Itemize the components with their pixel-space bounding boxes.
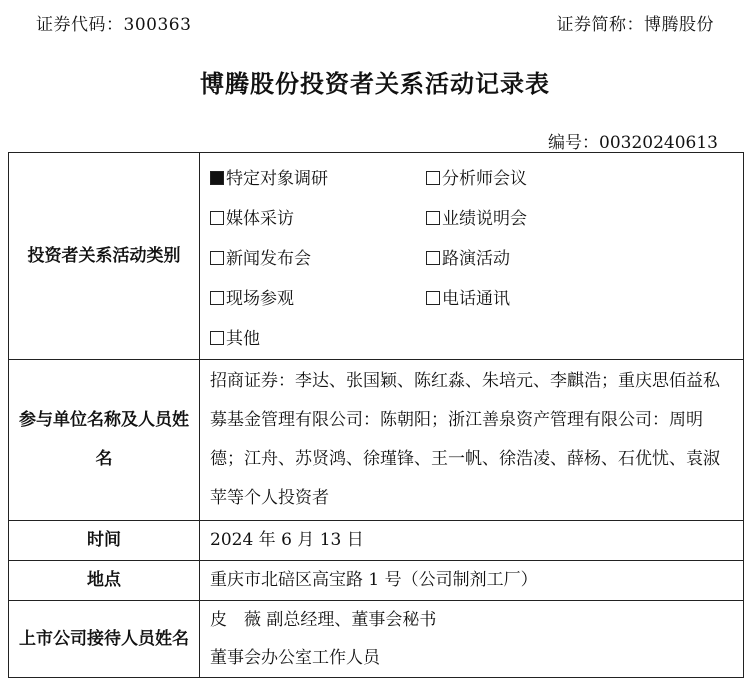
participants-row <box>9 360 744 521</box>
participants-value: 招商证券：李达、张国颖、陈红淼、朱培元、李麒浩；重庆思佰益私募基金管理有限公司：陈朝阳；浙江善泉资产管理有限公司：周明德；江舟、苏贤鸿、徐瑾锋、王一帆、徐浩凌、薛杨、石优忧、袁淑苹等个人投资者 <box>200 360 744 521</box>
stock-short-name: 证券简称：博腾股份 <box>556 15 714 35</box>
activity-option-label: 业绩说明会 <box>442 209 527 229</box>
activity-type-row <box>9 153 744 360</box>
time-row <box>9 521 744 561</box>
activity-option-label: 路演活动 <box>442 249 510 269</box>
checkbox-unchecked-icon[interactable] <box>210 211 224 225</box>
participants-label: 参与单位名称及人员姓名 <box>9 360 200 521</box>
checkbox-unchecked-icon[interactable] <box>426 251 440 265</box>
document-number: 编号：00320240613 <box>548 133 718 153</box>
activity-type-label: 投资者关系活动类别 <box>9 153 200 360</box>
activity-option[interactable] <box>426 159 642 199</box>
activity-option-label: 现场参观 <box>226 289 294 309</box>
activity-type-options <box>200 153 744 360</box>
activity-option[interactable] <box>210 159 426 199</box>
hosts-value <box>200 601 744 678</box>
checkbox-grid <box>210 153 733 359</box>
activity-option[interactable] <box>426 239 642 279</box>
checkbox-unchecked-icon[interactable] <box>210 251 224 265</box>
checkbox-unchecked-icon[interactable] <box>426 291 440 305</box>
hosts-label: 上市公司接待人员姓名 <box>9 601 200 678</box>
host-line: 皮 薇 副总经理、董事会秘书 <box>210 610 437 630</box>
activity-option[interactable] <box>210 199 426 239</box>
checkbox-checked-icon[interactable] <box>210 171 224 185</box>
checkbox-unchecked-icon[interactable] <box>210 291 224 305</box>
activity-option[interactable] <box>210 319 426 359</box>
activity-option[interactable] <box>210 279 426 319</box>
host-line: 董事会办公室工作人员 <box>210 648 380 668</box>
time-label: 时间 <box>9 521 200 561</box>
activity-option-label: 媒体采访 <box>226 209 294 229</box>
time-value: 2024 年 6 月 13 日 <box>200 521 744 561</box>
page-title: 博腾股份投资者关系活动记录表 <box>200 69 550 98</box>
stock-code: 证券代码：300363 <box>36 15 192 35</box>
place-row <box>9 561 744 601</box>
activity-option[interactable] <box>210 239 426 279</box>
hosts-row <box>9 601 744 678</box>
activity-option-label: 其他 <box>226 329 260 349</box>
activity-option-label: 电话通讯 <box>442 289 510 309</box>
checkbox-unchecked-icon[interactable] <box>426 171 440 185</box>
checkbox-unchecked-icon[interactable] <box>210 331 224 345</box>
activity-option-label: 新闻发布会 <box>226 249 311 269</box>
activity-option[interactable] <box>426 279 642 319</box>
activity-option-label: 特定对象调研 <box>226 169 328 189</box>
activity-option-label: 分析师会议 <box>442 169 527 189</box>
place-value: 重庆市北碚区高宝路 1 号（公司制剂工厂） <box>200 561 744 601</box>
place-label: 地点 <box>9 561 200 601</box>
activity-option[interactable] <box>426 199 642 239</box>
record-table <box>8 152 744 678</box>
checkbox-unchecked-icon[interactable] <box>426 211 440 225</box>
